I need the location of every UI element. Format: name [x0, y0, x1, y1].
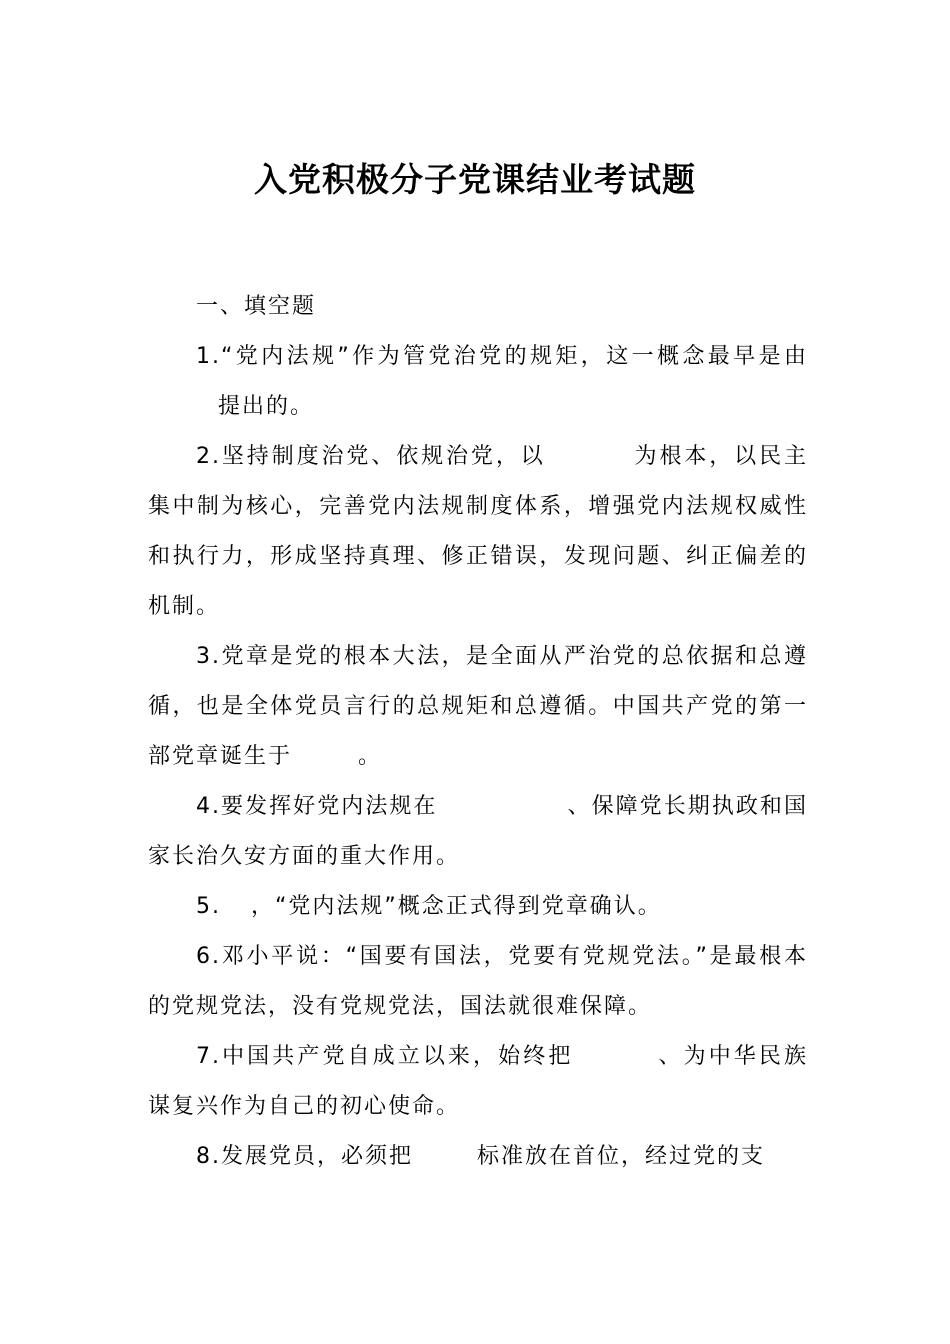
question-3-text-before: 3.党章是党的根本大法，是全面从严治党的总依据和总遵循，也是全体党员言行的总规矩和总遵循。中国共产党的第一部党章诞生于	[148, 644, 808, 769]
document-body	[148, 282, 808, 1182]
question-1	[148, 332, 808, 432]
question-6	[148, 932, 808, 1032]
question-2-text-before: 2.坚持制度治党、依规治党，以	[196, 444, 546, 469]
question-2	[148, 432, 808, 632]
section-heading: 一、填空题	[196, 294, 317, 319]
question-1-text-before: 1.“党内法规”作为管党治党的规矩，这一概念最早是由	[196, 344, 808, 369]
question-5-text-before: 5.	[196, 894, 221, 919]
question-5-text-after: ，“党内法规”概念正式得到党章确认。	[251, 894, 662, 919]
question-2-text-after: 为根本，以民主集中制为核心，完善党内法规制度体系，增强党内法规权威性和执行力，形成坚持真理、修正错误，发现问题、纠正偏差的机制。	[148, 444, 808, 619]
question-5	[148, 882, 808, 932]
question-1-text-after: 提出的。	[218, 394, 315, 419]
question-6-text: 6.邓小平说：“国要有国法，党要有党规党法。”是最根本的党规党法，没有党规党法，国法就很难保障。	[148, 944, 808, 1019]
question-4-text-before: 4.要发挥好党内法规在	[196, 794, 438, 819]
question-4-text-after: 、保障党长期执政和国家长治久安方面的重大作用。	[148, 794, 808, 869]
question-8-text-after: 标准放在首位，经过党的支	[477, 1144, 766, 1169]
question-7-text-after: 、为中华民族谋复兴作为自己的初心使命。	[148, 1044, 808, 1119]
question-7-text-before: 7.中国共产党自成立以来，始终把	[196, 1044, 574, 1069]
question-7	[148, 1032, 808, 1132]
question-8-text-before: 8.发展党员，必须把	[196, 1144, 413, 1169]
document-title: 入党积极分子党课结业考试题	[254, 160, 696, 199]
question-3-text-after: 。	[358, 744, 383, 769]
question-3	[148, 632, 808, 782]
question-4	[148, 782, 808, 882]
question-8	[148, 1132, 808, 1182]
